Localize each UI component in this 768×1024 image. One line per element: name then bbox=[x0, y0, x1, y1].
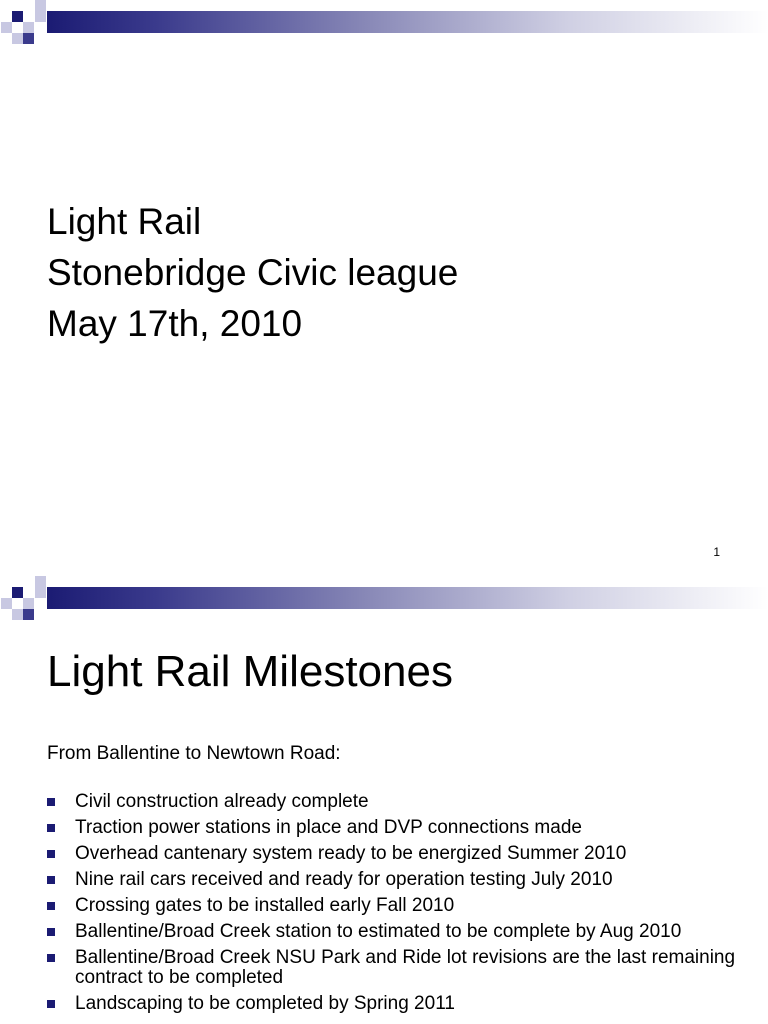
slide-header-decoration bbox=[0, 0, 768, 48]
square-bullet-icon bbox=[47, 954, 55, 962]
list-item: Ballentine/Broad Creek NSU Park and Ride lot revisions are the last remaining contract to be completed bbox=[47, 948, 737, 988]
title-line-1: Light Rail bbox=[47, 201, 202, 242]
list-item: Overhead cantenary system ready to be energized Summer 2010 bbox=[47, 844, 737, 864]
square-bullet-icon bbox=[47, 798, 55, 806]
square-bullet-icon bbox=[47, 876, 55, 884]
page-number: 1 bbox=[713, 545, 720, 559]
title-line-2: Stonebridge Civic league bbox=[47, 252, 459, 293]
header-gradient-bar bbox=[47, 11, 768, 33]
list-item: Landscaping to be completed by Spring 2011 bbox=[47, 994, 737, 1014]
milestone-list bbox=[47, 792, 737, 1020]
header-gradient-bar bbox=[47, 587, 768, 609]
list-item: Ballentine/Broad Creek station to estimated to be complete by Aug 2010 bbox=[47, 922, 737, 942]
square-bullet-icon bbox=[47, 1000, 55, 1008]
list-item: Nine rail cars received and ready for operation testing July 2010 bbox=[47, 870, 737, 890]
list-item: Crossing gates to be installed early Fall 2010 bbox=[47, 896, 737, 916]
square-bullet-icon bbox=[47, 902, 55, 910]
slide-2-title: Light Rail Milestones bbox=[47, 647, 453, 696]
square-bullet-icon bbox=[47, 928, 55, 936]
slide-2-intro: From Ballentine to Newtown Road: bbox=[47, 743, 341, 764]
square-bullet-icon bbox=[47, 850, 55, 858]
list-item: Civil construction already complete bbox=[47, 792, 737, 812]
square-bullet-icon bbox=[47, 824, 55, 832]
slide-1-title bbox=[47, 196, 458, 349]
list-item: Traction power stations in place and DVP connections made bbox=[47, 818, 737, 838]
title-line-3: May 17th, 2010 bbox=[47, 303, 303, 344]
slide-header-decoration bbox=[0, 576, 768, 624]
slide-2 bbox=[0, 576, 768, 1024]
